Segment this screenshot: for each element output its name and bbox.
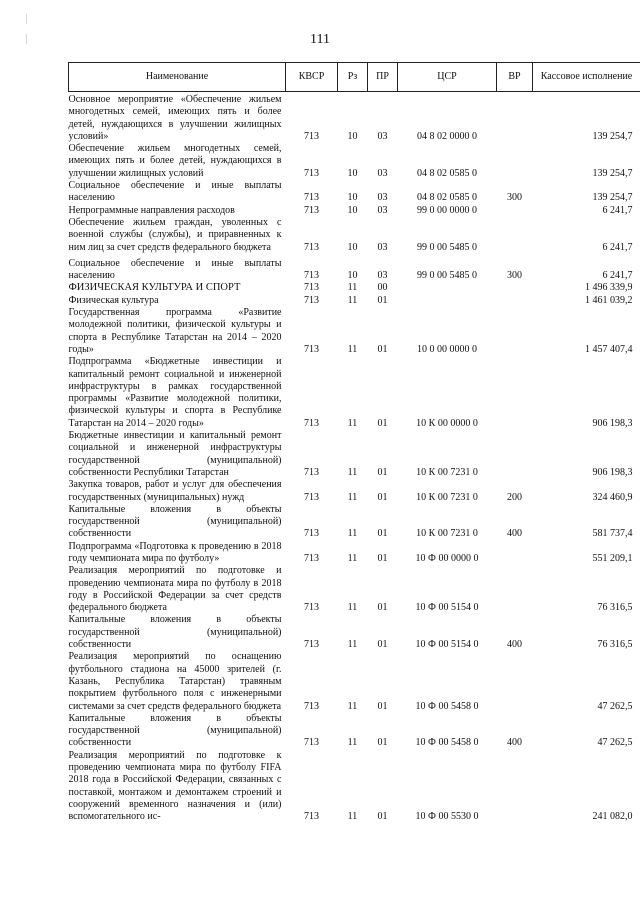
row-rz: 11: [347, 528, 358, 540]
row-csr: 99 0 00 0000 0: [417, 204, 477, 216]
row-kvsr: 713: [304, 130, 319, 142]
header-amount: Кассовое исполнение: [533, 63, 640, 92]
row-vr: [497, 217, 533, 254]
row-rz: 11: [347, 294, 358, 306]
row-csr: 99 0 00 5485 0: [417, 270, 477, 282]
row-csr: [398, 295, 497, 307]
row-name: Реализация мероприятий по подготовке и проведению чемпионата мира по футболу в 2018 году в Российской Федерации за счет средств федерального бюджета: [68, 565, 282, 614]
row-name: Обеспечение жильем многодетных семей, имеющих пять и более детей, нуждающихся в улучшении жилищных условий: [68, 143, 282, 179]
row-amount: 241 082,0: [592, 811, 633, 823]
row-kvsr: 713: [304, 700, 319, 712]
row-rz: 10: [347, 270, 358, 282]
table-row: [69, 356, 640, 430]
row-vr: 400: [507, 528, 522, 540]
table-row: [69, 750, 640, 824]
row-pr: 03: [377, 270, 388, 282]
row-vr: [497, 356, 533, 430]
row-kvsr: 713: [304, 167, 319, 179]
row-rz: 10: [347, 192, 358, 204]
page-number: 111: [310, 32, 330, 47]
scan-margin-mark: [26, 14, 27, 24]
table-row: [69, 504, 640, 541]
row-pr: 00: [377, 282, 388, 294]
row-kvsr: 713: [304, 466, 319, 478]
row-amount: 139 254,7: [592, 192, 633, 204]
row-rz: 11: [347, 639, 358, 651]
row-pr: 03: [377, 192, 388, 204]
row-rz: 10: [347, 204, 358, 216]
row-amount: 47 262,5: [597, 737, 633, 749]
row-csr: [398, 282, 497, 294]
row-amount: 906 198,3: [592, 417, 633, 429]
row-vr: 300: [507, 270, 522, 282]
row-kvsr: 713: [304, 241, 319, 253]
row-csr: 10 Ф 00 0000 0: [415, 552, 479, 564]
row-csr: 10 Ф 00 5458 0: [415, 700, 479, 712]
table-row: [69, 541, 640, 566]
row-name: Социальное обеспечение и иные выплаты населению: [68, 257, 282, 282]
row-amount: 6 241,7: [602, 270, 633, 282]
table-row: [69, 143, 640, 180]
row-csr: 10 К 00 7231 0: [416, 491, 478, 503]
header-vr: ВР: [497, 63, 533, 92]
table-row: [69, 217, 640, 254]
row-kvsr: 713: [304, 343, 319, 355]
table-row: [69, 282, 640, 294]
row-amount: 76 316,5: [597, 602, 633, 614]
row-vr: [497, 205, 533, 217]
table-body: [69, 92, 640, 824]
row-kvsr: 713: [304, 552, 319, 564]
row-kvsr: 713: [304, 639, 319, 651]
table-row: [69, 565, 640, 614]
row-amount: 1 496 339,9: [585, 282, 633, 294]
row-pr: 01: [377, 491, 388, 503]
row-vr: [497, 282, 533, 294]
row-pr: 01: [377, 700, 388, 712]
table-row: [69, 295, 640, 307]
row-csr: 99 0 00 5485 0: [417, 241, 477, 253]
row-name: Закупка товаров, работ и услуг для обеспечения государственных (муниципальных) нужд: [68, 479, 282, 503]
row-kvsr: 713: [304, 491, 319, 503]
row-amount: 1 457 407,4: [585, 343, 633, 355]
row-name: Основное мероприятие «Обеспечение жильем многодетных семей, имеющих пять и более детей, нуждающихся в улучшении жилищных условий»: [68, 94, 282, 142]
row-pr: 03: [377, 167, 388, 179]
row-name: Бюджетные инвестиции и капитальный ремонт социальной и инженерной инфраструктуры государственной (муниципальной) собственности Республики Татарстан: [68, 430, 282, 478]
row-name: Обеспечение жильем граждан, уволенных с военной службы (службы), и приравненных к ним лиц за счет средств федерального бюджета: [68, 216, 282, 253]
row-name: Социальное обеспечение и иные выплаты населению: [68, 180, 282, 204]
table-row: [69, 713, 640, 750]
row-name: Непрограммные направления расходов: [68, 204, 235, 216]
table-row: [69, 614, 640, 651]
row-rz: 11: [347, 700, 358, 712]
row-rz: 11: [347, 417, 358, 429]
row-kvsr: 713: [304, 528, 319, 540]
row-kvsr: 713: [304, 811, 319, 823]
table-row: [69, 430, 640, 479]
row-amount: 551 209,1: [592, 552, 633, 564]
table-row: [69, 254, 640, 283]
row-rz: 11: [347, 343, 358, 355]
row-pr: 03: [377, 241, 388, 253]
row-vr: 200: [507, 491, 522, 503]
row-rz: 10: [347, 130, 358, 142]
row-rz: 11: [347, 811, 358, 823]
row-amount: 6 241,7: [602, 241, 633, 253]
row-rz: 11: [347, 282, 358, 294]
header-kvsr: КВСР: [286, 63, 338, 92]
budget-execution-table: [68, 62, 640, 824]
row-csr: 10 Ф 00 5458 0: [415, 737, 479, 749]
table-row: [69, 92, 640, 144]
header-csr: ЦСР: [398, 63, 497, 92]
row-pr: 03: [377, 130, 388, 142]
table-header-row: [69, 63, 640, 92]
table-row: [69, 205, 640, 217]
row-amount: 1 461 039,2: [585, 294, 633, 306]
row-vr: [497, 430, 533, 479]
row-amount: 76 316,5: [597, 639, 633, 651]
row-vr: 300: [507, 192, 522, 204]
table-row: [69, 479, 640, 504]
row-vr: 400: [507, 639, 522, 651]
row-kvsr: 713: [304, 602, 319, 614]
row-pr: 01: [377, 343, 388, 355]
row-vr: [497, 92, 533, 144]
row-name: Государственная программа «Развитие молодежной политики, физической культуры и спорта в Республике Татарстан на 2014 – 2020 годы»: [68, 307, 282, 355]
row-kvsr: 713: [304, 282, 319, 294]
row-pr: 01: [377, 552, 388, 564]
row-rz: 11: [347, 466, 358, 478]
row-amount: 47 262,5: [597, 700, 633, 712]
row-csr: 04 8 02 0585 0: [417, 192, 477, 204]
row-pr: 01: [377, 737, 388, 749]
row-name: Физическая культура: [68, 294, 159, 306]
row-name: ФИЗИЧЕСКАЯ КУЛЬТУРА И СПОРТ: [68, 282, 241, 294]
row-csr: 04 8 02 0000 0: [417, 130, 477, 142]
scan-margin-mark: [26, 34, 27, 44]
row-csr: 10 Ф 00 5154 0: [415, 639, 479, 651]
row-kvsr: 713: [304, 192, 319, 204]
row-name: Реализация мероприятий по оснащению футбольного стадиона на 45000 зрителей (г. Казань, Республика Татарстан) травяным покрытием футбольного поля с инженерными системами за счет средств федерального бюджета: [68, 651, 282, 712]
row-rz: 11: [347, 737, 358, 749]
row-vr: [497, 651, 533, 712]
row-vr: [497, 541, 533, 566]
row-csr: 10 К 00 7231 0: [416, 528, 478, 540]
row-pr: 03: [377, 204, 388, 216]
row-amount: 324 460,9: [592, 491, 633, 503]
row-csr: 10 Ф 00 5154 0: [415, 602, 479, 614]
row-pr: 01: [377, 417, 388, 429]
row-pr: 01: [377, 602, 388, 614]
row-vr: [497, 307, 533, 356]
row-amount: 139 254,7: [592, 130, 633, 142]
row-name: Подпрограмма «Бюджетные инвестиции и капитальный ремонт социальной и инженерной инфраструктуры в рамках государственной программы «Развитие молодежной политики, физической культуры и спорта в Республике Татарстан на 2014 – 2020 годы»: [68, 356, 282, 429]
row-rz: 10: [347, 241, 358, 253]
table-row: [69, 180, 640, 205]
header-pr: ПР: [368, 63, 398, 92]
row-csr: 10 0 00 0000 0: [417, 343, 477, 355]
row-vr: [497, 750, 533, 824]
row-pr: 01: [377, 294, 388, 306]
row-amount: 6 241,7: [602, 204, 633, 216]
row-kvsr: 713: [304, 294, 319, 306]
row-rz: 10: [347, 167, 358, 179]
row-name: Капитальные вложения в объекты государственной (муниципальной) собственности: [68, 503, 282, 540]
row-kvsr: 713: [304, 417, 319, 429]
row-rz: 11: [347, 491, 358, 503]
row-name: Реализация мероприятий по подготовке к проведению чемпионата мира по футболу FIFA 2018 года в Российской Федерации, связанных с поставкой, монтажом и демонтажем строений и сооружений временного назначения и (или) вспомогательного ис-: [68, 749, 282, 823]
row-pr: 01: [377, 466, 388, 478]
row-csr: 10 К 00 7231 0: [416, 466, 478, 478]
row-vr: [497, 143, 533, 180]
row-csr: 04 8 02 0585 0: [417, 167, 477, 179]
row-vr: 400: [507, 737, 522, 749]
row-csr: 10 К 00 0000 0: [416, 417, 478, 429]
row-amount: 906 198,3: [592, 466, 633, 478]
table-row: [69, 651, 640, 712]
row-name: Капитальные вложения в объекты государственной (муниципальной) собственности: [68, 614, 282, 651]
row-pr: 01: [377, 811, 388, 823]
header-rz: Рз: [338, 63, 368, 92]
header-name: Наименование: [69, 63, 286, 92]
row-pr: 01: [377, 639, 388, 651]
row-rz: 11: [347, 552, 358, 564]
row-rz: 11: [347, 602, 358, 614]
row-pr: 01: [377, 528, 388, 540]
row-amount: 139 254,7: [592, 167, 633, 179]
table-row: [69, 307, 640, 356]
row-vr: [497, 565, 533, 614]
row-csr: 10 Ф 00 5530 0: [415, 811, 479, 823]
row-kvsr: 713: [304, 737, 319, 749]
row-kvsr: 713: [304, 270, 319, 282]
row-vr: [497, 295, 533, 307]
row-name: Капитальные вложения в объекты государственной (муниципальной) собственности: [68, 712, 282, 749]
row-kvsr: 713: [304, 204, 319, 216]
row-name: Подпрограмма «Подготовка к проведению в 2018 году чемпионата мира по футболу»: [68, 540, 282, 564]
row-amount: 581 737,4: [592, 528, 633, 540]
